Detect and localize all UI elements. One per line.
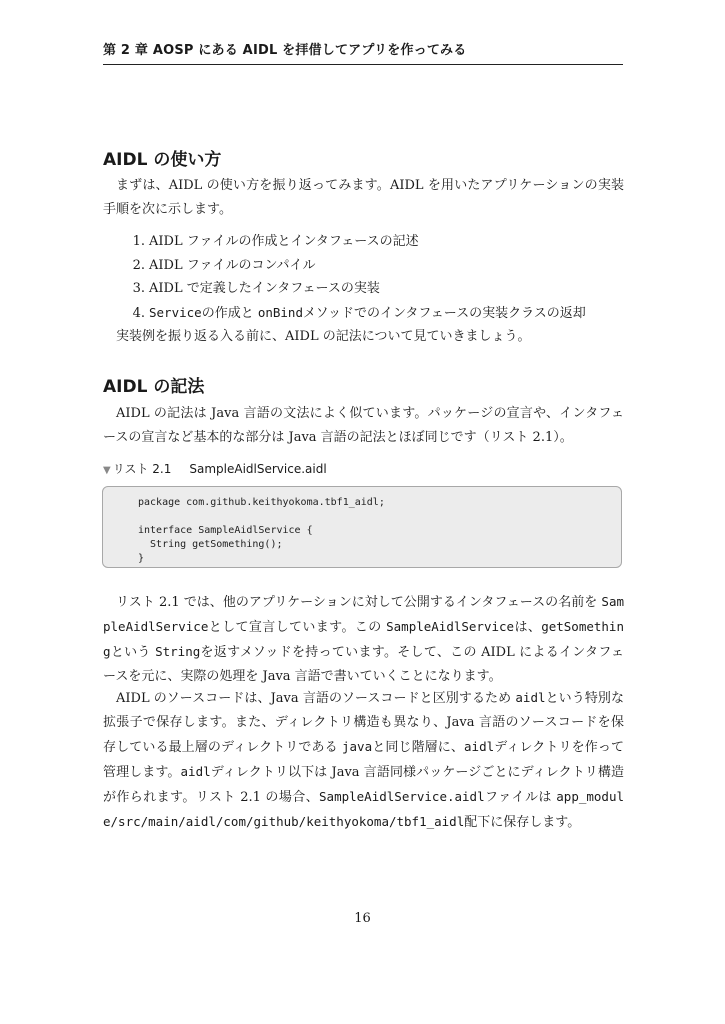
caption-filename: SampleAidlService.aidl bbox=[189, 462, 327, 476]
page-number: 16 bbox=[354, 911, 371, 926]
caption-triangle-icon: ▼ bbox=[103, 465, 111, 476]
section-heading-syntax: AIDL の記法 bbox=[103, 377, 205, 397]
running-header: 第 2 章 AOSP にある AIDL を拝借してアプリを作ってみる bbox=[103, 39, 623, 65]
caption-label: リスト 2.1 bbox=[112, 462, 172, 476]
listing-caption bbox=[103, 460, 327, 477]
list-item: 1. AIDL ファイルの作成とインタフェースの記述 bbox=[132, 234, 419, 249]
implementation-steps-list bbox=[103, 230, 624, 325]
syntax-intro-paragraph: AIDL の記法は Java 言語の文法によく似ています。パッケージの宣言や、インタフェースの宣言など基本的な部分は Java 言語の記法とほぼ同じです（リスト 2.1）。 bbox=[103, 406, 624, 445]
section-heading-usage: AIDL の使い方 bbox=[103, 150, 222, 170]
usage-intro-paragraph: まずは、AIDL の使い方を振り返ってみます。AIDL を用いたアプリケーションの実装手順を次に示します。 bbox=[103, 178, 624, 217]
code-listing bbox=[102, 486, 622, 568]
list-item: 3. AIDL で定義したインタフェースの実装 bbox=[132, 281, 380, 296]
list-item: 2. AIDL ファイルのコンパイル bbox=[132, 257, 316, 273]
code-text: package com.github.keithyokoma.tbf1_aidl; interface SampleAidlService { String getSomething(); } bbox=[138, 497, 385, 564]
listing-explanation-paragraph: リスト 2.1 では、他のアプリケーションに対して公開するインタフェースの名前を SampleAidlServiceとして宣言しています。この SampleAidlServiceは、getSomethingという Stringを返すメソッドを持っています。そして、この AIDL によるインタフェースを元に、実際の処理を Java 言語で書いていくことになります。 bbox=[103, 594, 624, 684]
list-item: 4. Serviceの作成と onBindメソッドでのインタフェースの実装クラスの返却 bbox=[132, 304, 586, 321]
source-location-paragraph: AIDL のソースコードは、Java 言語のソースコードと区別するため aidlという特別な拡張子で保存します。また、ディレクトリ構造も異なり、Java 言語のソースコードを保存している最上層のディレクトリである javaと同じ階層に、aidlディレクトリを作って管理します。aidlディレクトリ以下は Java 言語同様パッケージごとにディレクトリ構造が作られます。リスト 2.1 の場合、SampleAidlService.aidlファイルは app_module/src/main/aidl/com/github/keithyokoma/tbf1_aidl配下に保存します。 bbox=[103, 690, 625, 830]
usage-outro-paragraph: 実装例を振り返る入る前に、AIDL の記法について見ていきましょう。 bbox=[116, 329, 531, 344]
